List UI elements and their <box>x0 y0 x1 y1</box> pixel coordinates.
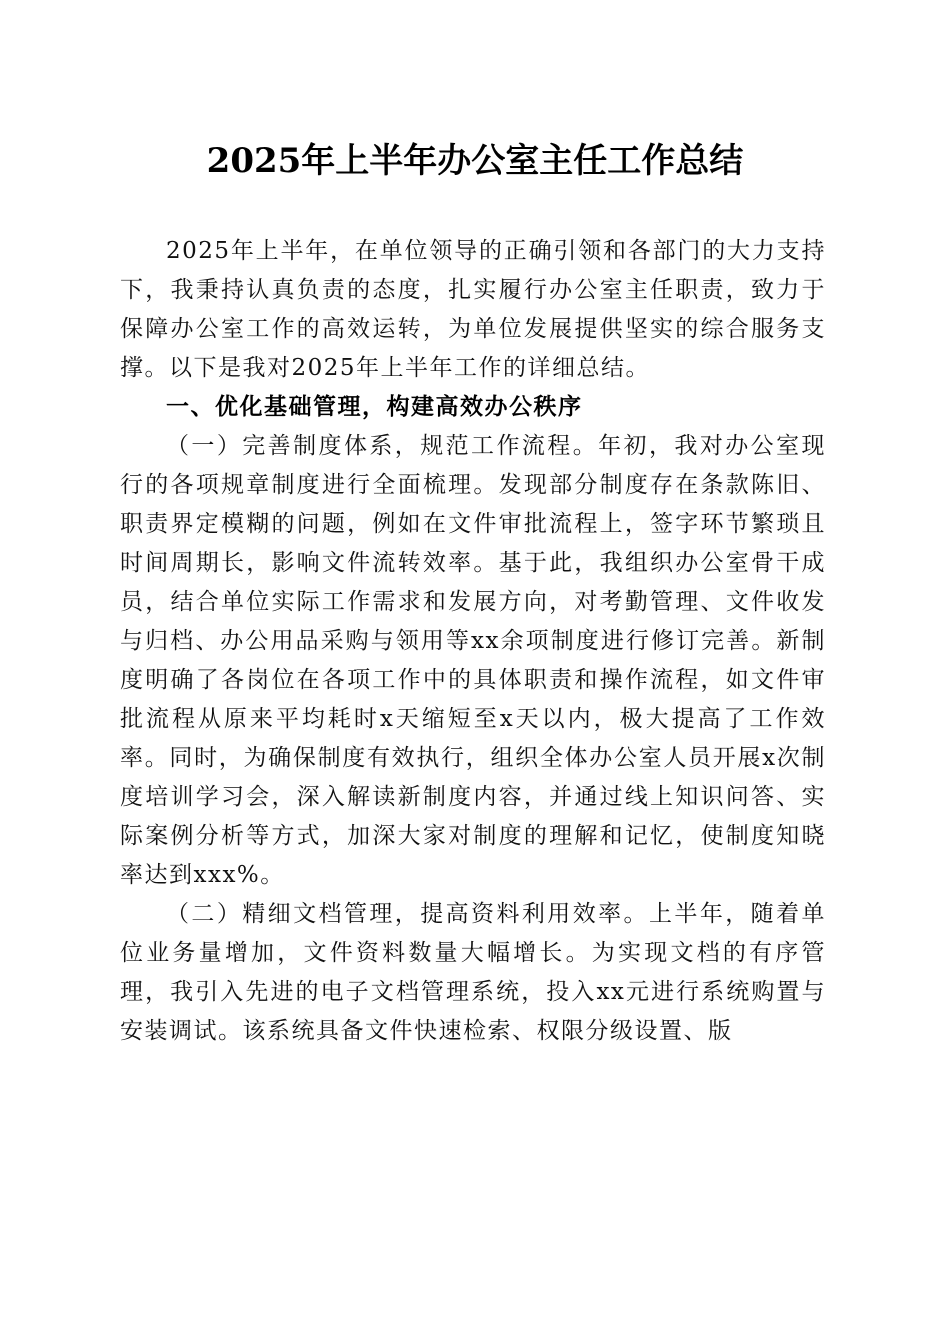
intro-paragraph: 2025年上半年，在单位领导的正确引领和各部门的大力支持下，我秉持认真负责的态度，扎实履行办公室主任职责，致力于保障办公室工作的高效运转，为单位发展提供坚实的综合服务支撑。以下是我对2025年上半年工作的详细总结。 <box>120 238 826 381</box>
item-paragraph-2 <box>120 895 826 1051</box>
item-lead-1: （一）完善制度体系，规范工作流程。 <box>166 433 599 459</box>
document-title: 2025年上半年办公室主任工作总结 <box>206 141 744 181</box>
document-body <box>120 232 826 1051</box>
section-heading: 一、优化基础管理，构建高效办公秩序 <box>166 394 583 420</box>
item-lead-2: （二）精细文档管理，提高资料利用效率。 <box>166 901 649 927</box>
item-text-1: 年初，我对办公室现行的各项规章制度进行全面梳理。发现部分制度存在条款陈旧、职责界定模糊的问题，例如在文件审批流程上，签字环节繁琐且时间周期长，影响文件流转效率。基于此，我组织办公室骨干成员，结合单位实际工作需求和发展方向，对考勤管理、文件收发与归档、办公用品采购与领用等xx余项制度进行修订完善。新制度明确了各岗位在各项工作中的具体职责和操作流程，如文件审批流程从原来平均耗时x天缩短至x天以内，极大提高了工作效率。同时，为确保制度有效执行，组织全体办公室人员开展x次制度培训学习会，深入解读新制度内容，并通过线上知识问答、实际案例分析等方式，加深大家对制度的理解和记忆，使制度知晓率达到xxx%。 <box>120 433 827 888</box>
item-text-2: 上半年，随着单位业务量增加，文件资料数量大幅增长。为实现文档的有序管理，我引入先进的电子文档管理系统，投入xx元进行系统购置与安装调试。该系统具备文件快速检索、权限分级设置、版 <box>120 901 827 1044</box>
item-paragraph-1 <box>120 427 826 895</box>
